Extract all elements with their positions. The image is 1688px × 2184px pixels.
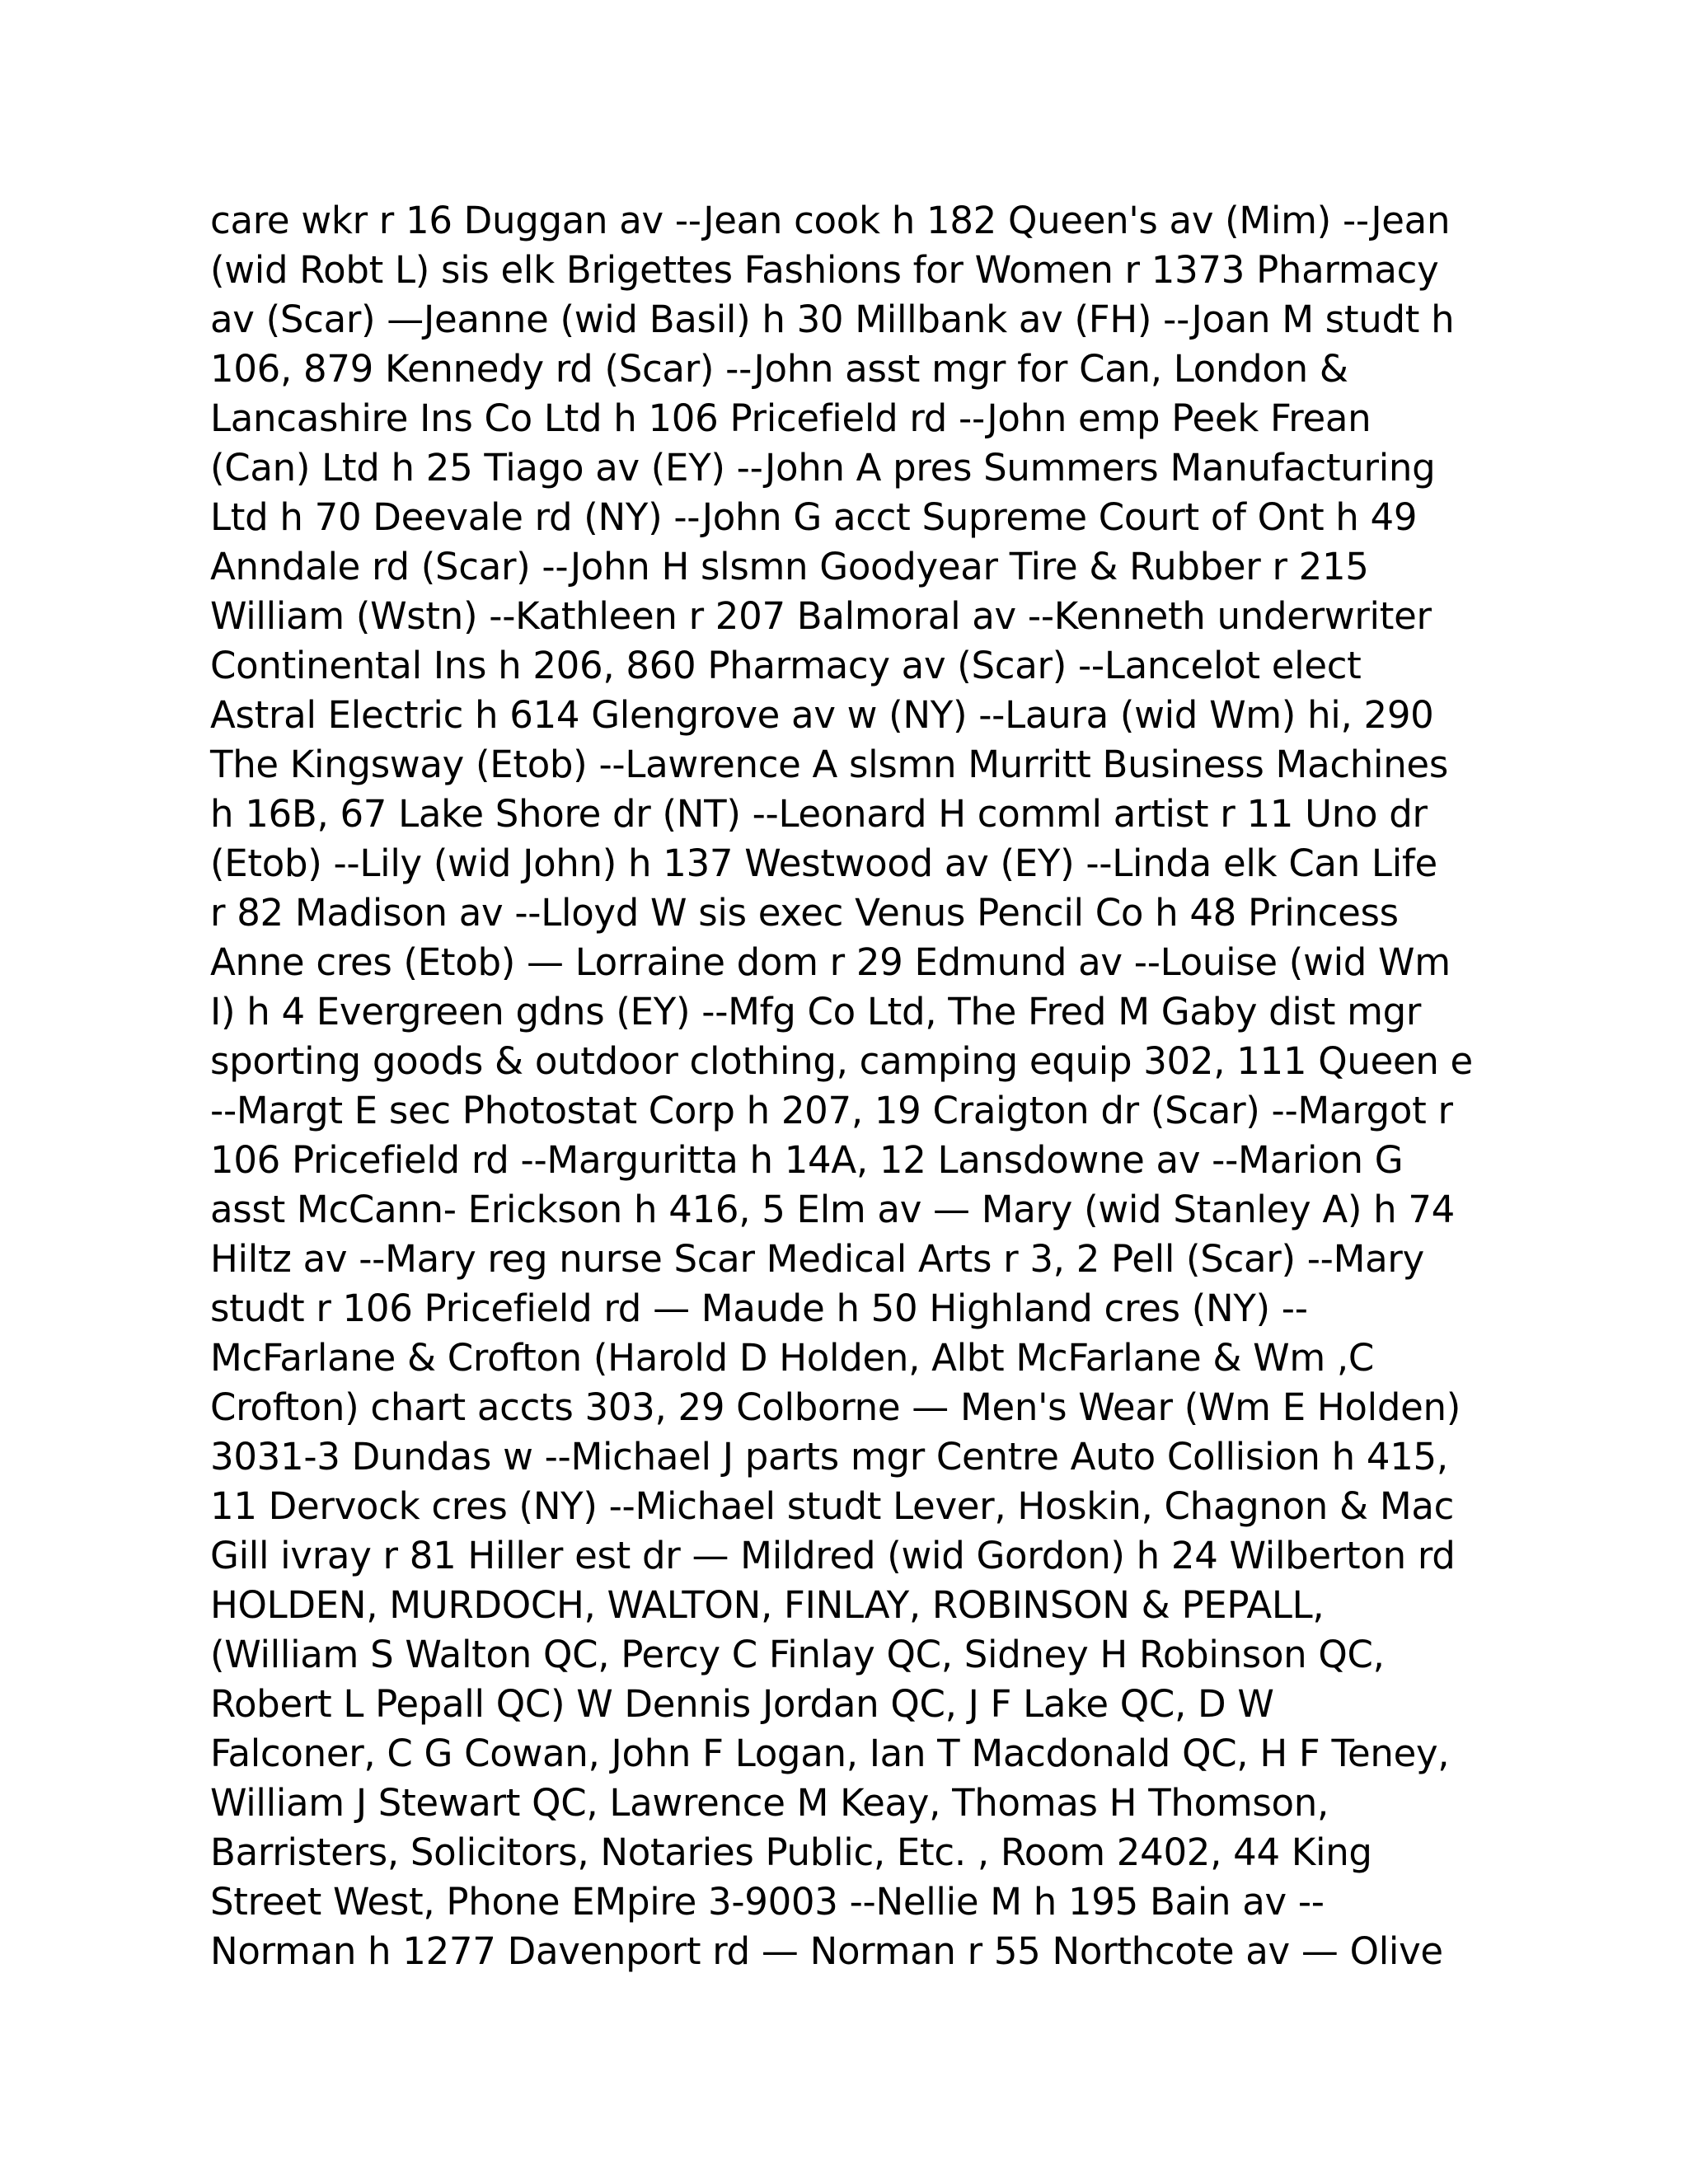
text-line: av (Scar) —Jeanne (wid Basil) h 30 Millbank av (FH) --Joan M studt h <box>210 298 1455 341</box>
text-line: Barristers, Solicitors, Notaries Public, Etc. , Room 2402, 44 King <box>210 1830 1372 1874</box>
text-line: Norman h 1277 Davenport rd — Norman r 55 Northcote av — Olive <box>210 1929 1443 1973</box>
text-line: Robert L Pepall QC) W Dennis Jordan QC, J F Lake QC, D W <box>210 1682 1274 1726</box>
text-line: William (Wstn) --Kathleen r 207 Balmoral av --Kenneth underwriter <box>210 594 1432 638</box>
text-line: (wid Robt L) sis elk Brigettes Fashions for Women r 1373 Pharmacy <box>210 248 1439 292</box>
text-line: r 82 Madison av --Lloyd W sis exec Venus Pencil Co h 48 Princess <box>210 891 1399 935</box>
text-line: Falconer, C G Cowan, John F Logan, Ian T Macdonald QC, H F Teney, <box>210 1732 1450 1775</box>
text-line: Street West, Phone EMpire 3-9003 --Nellie M h 195 Bain av -- <box>210 1880 1325 1924</box>
text-line: (Can) Ltd h 25 Tiago av (EY) --John A pres Summers Manufacturing <box>210 446 1436 490</box>
text-line: Gill ivray r 81 Hiller est dr — Mildred (wid Gordon) h 24 Wilberton rd <box>210 1534 1456 1577</box>
text-line: Hiltz av --Mary reg nurse Scar Medical Arts r 3, 2 Pell (Scar) --Mary <box>210 1237 1424 1281</box>
text-line: Ltd h 70 Deevale rd (NY) --John G acct Supreme Court of Ont h 49 <box>210 495 1418 539</box>
text-line: 3031-3 Dundas w --Michael J parts mgr Centre Auto Collision h 415, <box>210 1435 1448 1479</box>
text-line: McFarlane & Crofton (Harold D Holden, Albt McFarlane & Wm ,C <box>210 1336 1375 1380</box>
text-line: 106 Pricefield rd --Marguritta h 14A, 12 Lansdowne av --Marion G <box>210 1138 1404 1182</box>
text-line: Anndale rd (Scar) --John H slsmn Goodyear Tire & Rubber r 215 <box>210 545 1369 588</box>
text-line: asst McCann- Erickson h 416, 5 Elm av — Mary (wid Stanley A) h 74 <box>210 1188 1455 1231</box>
text-line: care wkr r 16 Duggan av --Jean cook h 182 Queen's av (Mim) --Jean <box>210 199 1451 242</box>
text-line: Continental Ins h 206, 860 Pharmacy av (Scar) --Lancelot elect <box>210 644 1362 687</box>
text-line: --Margt E sec Photostat Corp h 207, 19 Craigton dr (Scar) --Margot r <box>210 1089 1453 1132</box>
text-line: HOLDEN, MURDOCH, WALTON, FINLAY, ROBINSON & PEPALL, <box>210 1583 1325 1627</box>
text-line: The Kingsway (Etob) --Lawrence A slsmn Murritt Business Machines <box>210 743 1448 786</box>
text-line: Lancashire Ins Co Ltd h 106 Pricefield rd --John emp Peek Frean <box>210 396 1372 440</box>
directory-text-block <box>210 196 1496 1976</box>
text-line: Anne cres (Etob) — Lorraine dom r 29 Edmund av --Louise (wid Wm <box>210 940 1451 984</box>
text-line: h 16B, 67 Lake Shore dr (NT) --Leonard H comml artist r 11 Uno dr <box>210 792 1428 836</box>
text-line: 106, 879 Kennedy rd (Scar) --John asst mgr for Can, London & <box>210 347 1348 391</box>
text-line: studt r 106 Pricefield rd — Maude h 50 Highland cres (NY) -- <box>210 1286 1308 1330</box>
text-line: sporting goods & outdoor clothing, camping equip 302, 111 Queen e <box>210 1039 1473 1083</box>
text-line: (Etob) --Lily (wid John) h 137 Westwood av (EY) --Linda elk Can Life <box>210 841 1437 885</box>
text-line: Crofton) chart accts 303, 29 Colborne — Men's Wear (Wm E Holden) <box>210 1385 1461 1429</box>
text-line: 11 Dervock cres (NY) --Michael studt Lever, Hoskin, Chagnon & Mac <box>210 1484 1455 1528</box>
text-line: Astral Electric h 614 Glengrove av w (NY) --Laura (wid Wm) hi, 290 <box>210 693 1434 737</box>
text-line: I) h 4 Evergreen gdns (EY) --Mfg Co Ltd, The Fred M Gaby dist mgr <box>210 990 1422 1033</box>
text-line: William J Stewart QC, Lawrence M Keay, Thomas H Thomson, <box>210 1781 1329 1825</box>
text-line: (William S Walton QC, Percy C Finlay QC, Sidney H Robinson QC, <box>210 1633 1385 1676</box>
